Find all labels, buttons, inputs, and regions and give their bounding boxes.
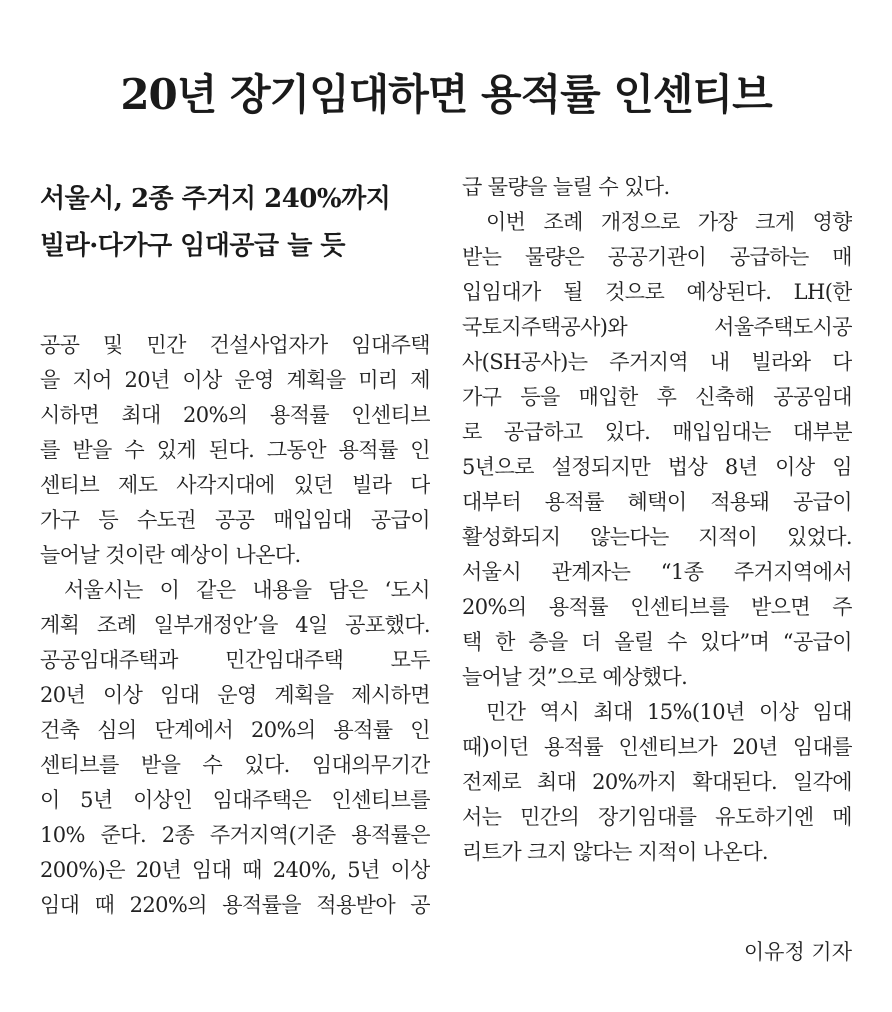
article-line: 가구 등 수도권 공공 매입임대 공급이 (40, 508, 430, 532)
article-line: 늘어날 것이란 예상이 나온다. (40, 543, 301, 567)
article-line: 국토지주택공사)와 서울주택도시공 (462, 315, 852, 339)
subheadline (40, 176, 390, 270)
article-line: 서울시는 이 같은 내용을 담은 ‘도시 (64, 578, 430, 602)
article-line: 활성화되지 않는다는 지적이 있었다. (462, 525, 852, 549)
article-line: 을 지어 20년 이상 운영 계획을 미리 제 (40, 368, 430, 392)
article-line: 이 5년 이상인 임대주택은 인센티브를 (40, 788, 430, 812)
article-column-left (40, 328, 430, 923)
subheadline-line: 빌라·다가구 임대공급 늘 듯 (40, 231, 345, 261)
article-line: 시하면 최대 20%의 용적률 인센티브 (40, 403, 430, 427)
article-line: 센티브를 받을 수 있다. 임대의무기간 (40, 753, 430, 777)
article-line: 민간 역시 최대 15%(10년 이상 임대 (486, 700, 852, 724)
article-line: 대부터 용적률 혜택이 적용돼 공급이 (462, 490, 852, 514)
article-line: 200%)은 20년 임대 때 240%, 5년 이상 (40, 858, 430, 882)
article-line: 센티브 제도 사각지대에 있던 빌라 다 (40, 473, 430, 497)
article-line: 임대 때 220%의 용적률을 적용받아 공 (40, 893, 430, 917)
article-line: 서울시 관계자는 “1종 주거지역에서 (462, 560, 852, 584)
article-line: 서는 민간의 장기임대를 유도하기엔 메 (462, 805, 852, 829)
article-line: 입임대가 될 것으로 예상된다. LH(한 (462, 280, 852, 304)
article-line: 건축 심의 단계에서 20%의 용적률 인 (40, 718, 430, 742)
article-line: 전제로 최대 20%까지 확대된다. 일각에 (462, 770, 852, 794)
byline: 이유정 기자 (743, 940, 852, 964)
article-line: 리트가 크지 않다는 지적이 나온다. (462, 840, 768, 864)
article-column-right (462, 170, 852, 870)
article-line: 공공임대주택과 민간임대주택 모두 (40, 648, 430, 672)
article-line: 이번 조례 개정으로 가장 크게 영향 (486, 210, 852, 234)
article-line: 를 받을 수 있게 된다. 그동안 용적률 인 (40, 438, 430, 462)
article-line: 가구 등을 매입한 후 신축해 공공임대 (462, 385, 852, 409)
article-line: 때)이던 용적률 인센티브가 20년 임대를 (462, 735, 852, 759)
article-line: 택 한 층을 더 올릴 수 있다”며 “공급이 (462, 630, 852, 654)
article-line: 늘어날 것”으로 예상했다. (462, 665, 688, 689)
article-line: 계획 조례 일부개정안’을 4일 공포했다. (40, 613, 430, 637)
article-line: 공공 및 민간 건설사업자가 임대주택 (40, 333, 430, 357)
article-line: 로 공급하고 있다. 매입임대는 대부분 (462, 420, 852, 444)
article-line: 5년으로 설정되지만 법상 8년 이상 임 (462, 455, 852, 479)
article-line: 받는 물량은 공공기관이 공급하는 매 (462, 245, 852, 269)
subheadline-line: 서울시, 2종 주거지 240%까지 (40, 184, 391, 214)
article-line: 20%의 용적률 인센티브를 받으면 주 (462, 595, 852, 619)
article-line: 10% 준다. 2종 주거지역(기준 용적률은 (40, 823, 430, 847)
article-line: 20년 이상 임대 운영 계획을 제시하면 (40, 683, 430, 707)
headline: 20년 장기임대하면 용적률 인센티브 (120, 70, 772, 119)
article-line: 사(SH공사)는 주거지역 내 빌라와 다 (462, 350, 852, 374)
article-line: 급 물량을 늘릴 수 있다. (462, 175, 670, 199)
